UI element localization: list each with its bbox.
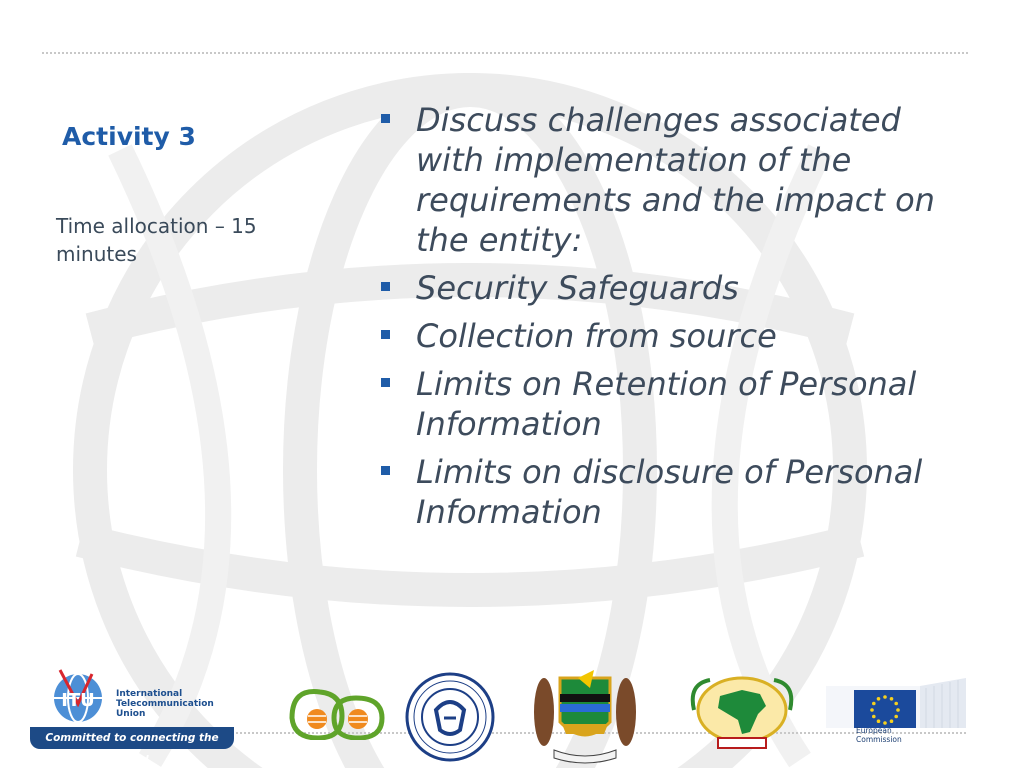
bullet-text: Limits on disclosure of Personal Information: [416, 453, 923, 531]
sadc-logo: [404, 672, 496, 762]
bullet-item-collection: [378, 316, 978, 356]
bullet-item-security: [378, 268, 978, 308]
itu-badge-text: ITU: [61, 690, 95, 711]
square-bullet-icon: [381, 378, 390, 387]
european-commission-caption: [856, 726, 902, 744]
bullet-item-retention: [378, 364, 978, 444]
time-allocation: Time allocation – 15 minutes: [56, 214, 257, 266]
square-bullet-icon: [381, 330, 390, 339]
ec-caption-line: European: [856, 726, 892, 735]
slide-title: Activity 3: [62, 122, 196, 151]
bullet-text: Discuss challenges associated with implementation of the requirements and the impact on the entity:: [416, 101, 935, 259]
square-bullet-icon: [381, 466, 390, 475]
bullet-text: Security Safeguards: [416, 269, 739, 307]
itu-name-line: International: [116, 689, 183, 699]
tanzania-coat-of-arms: [524, 664, 646, 766]
square-bullet-icon: [381, 114, 390, 123]
bullet-text: Limits on Retention of Personal Information: [416, 365, 917, 443]
bullet-list: [378, 100, 978, 540]
itu-name-line: Telecommunication: [116, 699, 214, 709]
itu-tagline: Committed to connecting the world: [30, 727, 234, 749]
european-commission-logo: [826, 678, 966, 728]
square-bullet-icon: [381, 282, 390, 291]
top-dotted-divider: [42, 52, 968, 54]
african-union-logo: [680, 674, 804, 752]
itu-name-line: Union: [116, 709, 146, 719]
bullet-text: Collection from source: [416, 317, 777, 355]
acp-logo: [286, 682, 390, 740]
itu-logo: [30, 664, 234, 728]
bullet-item-disclosure: [378, 452, 978, 532]
bullet-item-discuss: [378, 100, 978, 260]
ec-caption-line: Commission: [856, 735, 902, 744]
